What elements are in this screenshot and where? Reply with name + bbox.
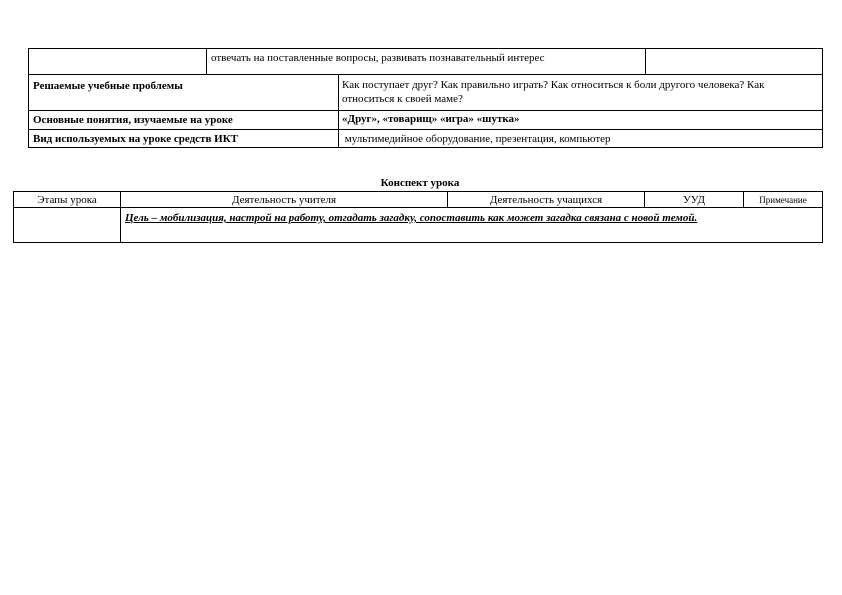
problems-value: Как поступает друг? Как правильно играть? Как относиться к боли другого человека? Как относиться к своей маме? xyxy=(342,79,765,105)
header-note: Примечание xyxy=(759,195,807,205)
body-stage-cell xyxy=(13,207,121,243)
lesson-plan-title: Конспект урока xyxy=(380,177,460,189)
header-students: Деятельность учащихся xyxy=(489,194,603,206)
goal-text: Цель – мобилизация, настрой на работу, отгадать загадку, сопоставить как может загадка связана с новой темой. xyxy=(125,212,698,224)
row0-right-cell xyxy=(645,48,823,75)
header-uud: УУД xyxy=(683,194,705,206)
row0-text: отвечать на поставленные вопросы, развивать познавательный интерес xyxy=(211,52,545,64)
concepts-label: Основные понятия, изучаемые на уроке xyxy=(33,114,233,126)
header-stages: Этапы урока xyxy=(37,194,97,206)
ict-label: Вид используемых на уроке средств ИКТ xyxy=(33,133,239,145)
problems-label: Решаемые учебные проблемы xyxy=(33,80,183,92)
ict-value: мультимедийное оборудование, презентация, компьютер xyxy=(342,133,611,145)
concepts-value: «Друг», «товарищ» «игра» «шутка» xyxy=(342,113,520,125)
row0-left-cell xyxy=(28,48,207,75)
header-teacher: Деятельность учителя xyxy=(231,194,337,206)
